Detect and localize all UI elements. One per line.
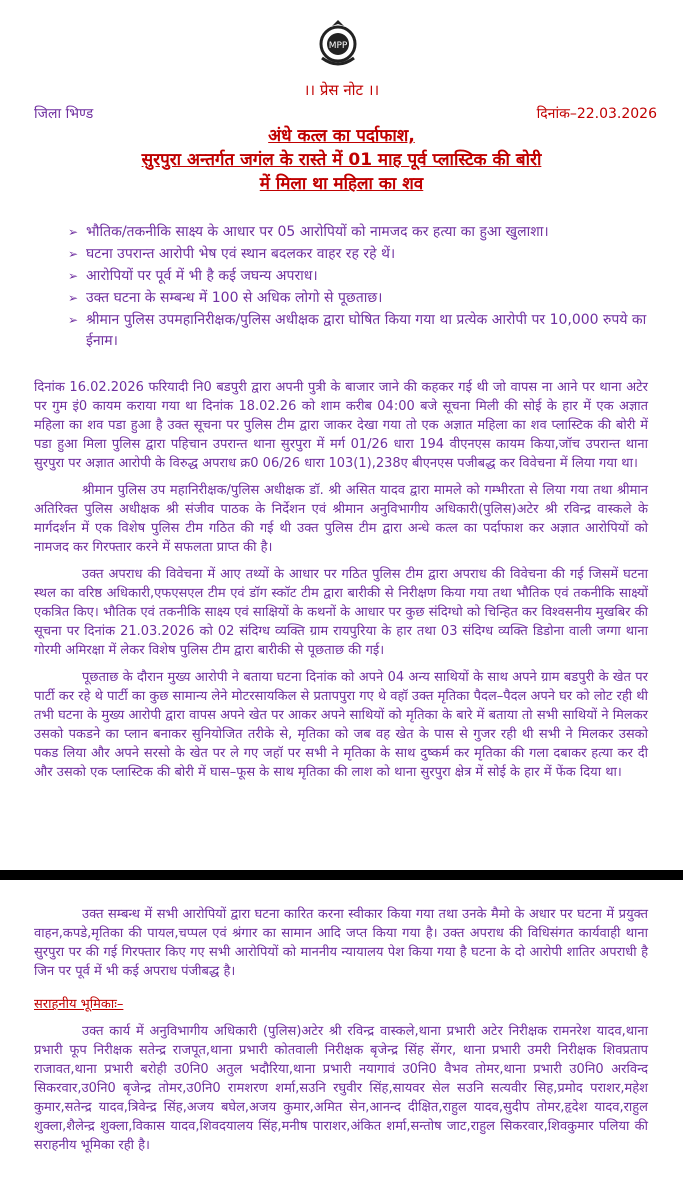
highlights-list — [68, 222, 648, 353]
paragraph: उक्त सम्बन्ध में सभी आरोपियों द्वारा घटना कारित करना स्वीकार किया गया तथा उनके मैमो के अधार पर घटना में प्रयुक्त वाहन,कपडे,मृतिका की पायल,चप्पल एवं श्रंगार का सामान आदि जप्त किया गया है। उक्त अपराध की विधिसंगत कार्यवाही थाना सुरपुरा पर की गई गिरफ्तार किए गए सभी आरोपियों को माननीय न्यायालय पेश किया गया है घटना के दो आरोपी शातिर अपराधी है जिन पर पूर्व में भी कई अपराध पंजीबद्ध है। — [34, 907, 648, 979]
date-label: दिनांक–22.03.2026 — [536, 106, 657, 122]
highlight-text: उक्त घटना के सम्बन्ध में 100 से अधिक लोगो से पूछताछ। — [86, 290, 383, 306]
mp-police-emblem-icon — [314, 18, 362, 68]
arrow-bullet-icon: ➢ — [68, 313, 79, 327]
highlight-text: आरोपियों पर पूर्व में भी है कई जघन्य अपराध। — [86, 268, 318, 284]
paragraph: उक्त अपराध की विवेचना में आए तथ्यों के आधार पर गठित पुलिस टीम द्वारा अपराध की विवेचना की गई जिसमें घटना स्थल का वरिष्ठ अधिकारी,एफएसएल टीम एवं डॉग स्कॉट टीम द्वारा बारीकी से निरीक्षण किया गया तथा भौतिक एवं तकनीकि साक्ष्यों एकत्रित किए। भौतिक एवं तकनीकि साक्ष्य एवं साक्षियों के कथनों के आधार पर कुछ संदिग्धो को चिन्हित कर विश्वसनीय मुखबिर की सूचना पर दिनांक 21.03.2026 को 02 संदिग्ध व्यक्ति ग्राम रायपुरिया के हार तथा 03 संदिग्ध व्यक्ति डिडोना वाली जग्गा थाना गोरमी अमिरक्षा में लेकर विशेष पुलिस टीम द्वारा बारीकी से पूछताछ की गई। — [34, 567, 648, 658]
arrow-bullet-icon: ➢ — [68, 269, 79, 283]
highlight-item — [68, 310, 648, 352]
paragraph: पूछताछ के दौरान मुख्य आरोपी ने बताया घटना दिनांक को अपने 04 अन्य साथियों के साथ अपने ग्राम बडपुरी के खेत पर पार्टी कर रहे थे पार्टी का कुछ सामान्य लेने मोटरसायकिल से प्रतापपुरा गए थे वहॉ उक्त मृतिका पैदल–पैदल अपने घर को लोट रही थी तभी घटना के मुख्य आरोपी द्वारा वापस अपने खेत पर आकर अपने साथियों को मृतिका के बारे में बताया तो सभी साथियों ने मिलकर उसको पकडने का प्लान बनाकर सुनियोजित तरीके से, मृतिका को जब वह खेत के पास से गुजर रही थी सभी ने मिलकर उसको पकड लिया और अपने सरसो के खेत पर ले गए जहॉ पर सभी ने मृतिका के साथ दुष्कर्म कर मृतिका की गला दबाकर हत्या कर दी और उसको एक प्लास्टिक की बोरी में घास–फूस के साथ मृतिका की लाश को थाना सुरपुरा क्षेत्र में सोई के हार में फेंक दिया था। — [34, 670, 648, 780]
headline-line: में मिला था महिला का शव — [259, 174, 424, 194]
highlight-item — [68, 222, 648, 243]
highlight-text: भौतिक/तकनीकि साक्ष्य के आधार पर 05 आरोपियों को नामजद कर हत्या का हुआ खुलाशा। — [86, 224, 549, 240]
paragraph: दिनांक 16.02.2026 फरियादी नि0 बडपुरी द्वारा अपनी पुत्री के बाजार जाने की कहकर गई थी जो वापस ना आने पर थाना अटेर पर गुम इं0 कायम कराया गया था दिनांक 18.02.26 को शाम करीब 04:00 बजे सूचना मिली की सोई के हार में एक अज्ञात महिला का शव पडा हुआ है उक्त सूचना पर पुलिस टीम द्वारा जाकर देखा गया तो एक अज्ञात महिला का शव प्लास्टिक की बोरी में पडा हुआ मिला पुलिस द्वारा पहिचान उपरान्त थाना सुरपुरा में मर्ग 01/26 धारा 194 वीएनएस कायम किया,जॉच उपरान्त थाना सुरपुरा पर अज्ञात आरोपी के विरुद्ध अपराध क्र0 06/26 धारा 103(1),238ए बीएनएस पजीबद्ध कर विवेचना में लिया गया था। — [34, 380, 648, 471]
district-label: जिला भिण्ड — [34, 106, 94, 122]
headline-line: सुरपुरा अन्तर्गत जगंल के रास्ते में 01 माह पूर्व प्लास्टिक की बोरी — [141, 150, 542, 170]
press-note-title: ।। प्रेस नोट ।। — [303, 81, 380, 99]
commendable-role-paragraph: उक्त कार्य में अनुविभागीय अधिकारी (पुलिस)अटेर श्री रविन्द्र वास्कले,थाना प्रभारी अटेर निरीक्षक रामनरेश यादव,थाना प्रभारी फूप निरीक्षक सतेन्द्र राजपूत,थाना प्रभारी कोतवाली निरीक्षक बृजेन्द्र सिंह सेंगर, थाना प्रभारी उमरी निरीक्षक शिवप्रताप राजावत,थाना प्रभारी बरोही उ0नि0 अतुल भदौरिया,थाना प्रभारी नयागावं उ0नि0 वैभव तोमर,थाना प्रभारी उ0नि0 अरविन्द सिकरवार,उ0नि0 बृजेन्द्र तोमर,उ0नि0 रामशरण शर्मा,सउनि रघुवीर सिंह,सायवर सेल सउनि सत्यवीर सिह,प्रमोद पराशर,महेश कुमार,सतेन्द्र यादव,त्रिवेन्द्र सिंह,अजय बघेल,अजय कुमार,अमित सेन,आनन्द दीक्षित,राहुल यादव,सुदीप तोमर,हृदेश यादव,राहुल शुक्ला,शैलेन्द्र शुक्ला,विकास यादव,शिवदयालय सिंह,मनीष पाराशर,अंकित शर्मा,सन्तोष जाट,राहुल सिकरवार,शिवकुमार पलिया की सराहनीय भूमिका रही है। — [34, 1024, 648, 1153]
commendable-role-heading: सराहनीय भूमिकाः– — [34, 997, 124, 1012]
arrow-bullet-icon: ➢ — [68, 291, 79, 305]
highlight-text: घटना उपरान्त आरोपी भेष एवं स्थान बदलकर वाहर रह रहे थें। — [86, 246, 396, 262]
arrow-bullet-icon: ➢ — [68, 247, 79, 261]
arrow-bullet-icon: ➢ — [68, 225, 79, 239]
highlight-item — [68, 288, 648, 309]
highlight-text: श्रीमान पुलिस उपमहानिरीक्षक/पुलिस अधीक्षक द्वारा घोषित किया गया था प्रत्येक आरोपी पर 10,000 रुपये का ईनाम। — [86, 312, 647, 349]
body-text — [34, 378, 648, 790]
body-text-page-2 — [34, 905, 648, 1163]
paragraph: श्रीमान पुलिस उप महानिरीक्षक/पुलिस अधीक्षक डॉ. श्री असित यादव द्वारा मामले को गम्भीरता से लिया गया तथा श्रीमान अतिरिक्त पुलिस अधीक्षक श्री संजीव पाठक के निर्देशन एवं श्रीमान अनुविभागीय अधिकारी(पुलिस)अटेर श्री रविन्द्र वास्कले के मार्गदर्शन में एक विशेष पुलिस टीम गठित की गई थी उक्त पुलिस टीम द्वारा अन्धे कत्ल का पर्दाफाश कर अज्ञात आरोपियों को नामजद कर गिरफ्तार करने में सफलता प्राप्त की है। — [34, 483, 648, 555]
highlight-item — [68, 266, 648, 287]
headline-line: अंधे कत्ल का पर्दाफाश, — [268, 126, 415, 146]
headline — [40, 124, 643, 196]
highlight-item — [68, 244, 648, 265]
emblem-lettering: MPP — [328, 41, 348, 51]
